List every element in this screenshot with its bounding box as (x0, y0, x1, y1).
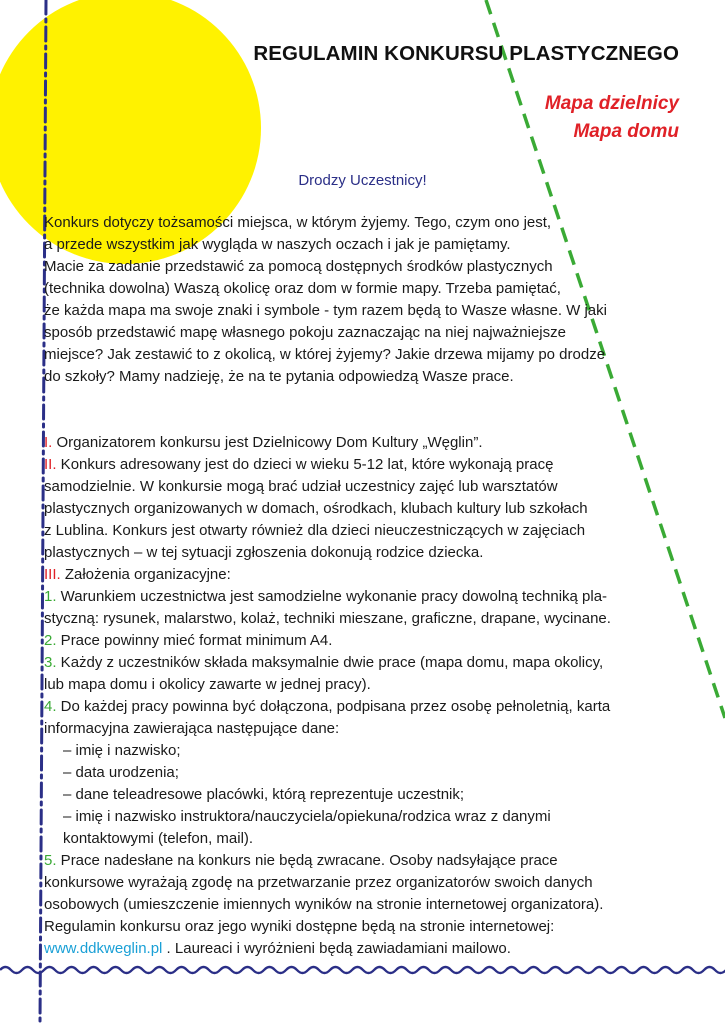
intro-line: (technika dowolna) Waszą okolicę oraz dom w formie mapy. Trzeba pamiętać, (44, 280, 561, 297)
rule-text: Organizatorem konkursu jest Dzielnicowy Dom Kultury „Węglin”. (52, 434, 483, 451)
rule-line: plastycznych – w tej sytuacji zgłoszenia dokonują rodzice dziecka. (44, 544, 484, 561)
subtitle-home-map: Mapa domu (573, 121, 679, 142)
rule-text: Założenia organizacyjne: (60, 566, 231, 583)
data-list-item: – dane teleadresowe placówki, którą reprezentuje uczestnik; (63, 786, 465, 803)
intro-line: Macie za zadanie przedstawić za pomocą dostępnych środków plastycznych (44, 258, 553, 275)
intro-line: a przede wszystkim jak wygląda w naszych oczach i jak je pamiętamy. (44, 236, 511, 253)
rule-line: lub mapa domu i okolicy zawarte w jednej pracy). (44, 676, 371, 693)
intro-line: że każda mapa ma swoje znaki i symbole - tym razem będą to Wasze własne. W jaki (44, 302, 607, 319)
rule-text: Każdy z uczestników składa maksymalnie dwie prace (mapa domu, mapa okolicy, (56, 654, 604, 671)
number-marker: 5. (44, 852, 57, 869)
rule-line: z Lublina. Konkurs jest otwarty również dla dzieci nieuczestniczących w zajęciach (44, 522, 586, 539)
rule-4 (44, 696, 684, 718)
number-marker: 4. (44, 698, 57, 715)
rule-iii (44, 564, 684, 586)
number-marker: 1. (44, 588, 57, 605)
rule-line: osobowych (umieszczenie imiennych wyników na stronie internetowej organizatora). (44, 896, 604, 913)
rule-line: Regulamin konkursu oraz jego wyniki dostępne będą na stronie internetowej: (44, 918, 555, 935)
data-list-item: – data urodzenia; (63, 764, 179, 781)
intro-paragraph (44, 212, 684, 388)
rule-1 (44, 586, 684, 608)
greeting: Drodzy Uczestnicy! (298, 172, 427, 189)
rule-line: styczną: rysunek, malarstwo, kolaż, techniki mieszane, graficzne, drapane, wycinane. (44, 610, 611, 627)
rule-ii (44, 454, 684, 476)
roman-marker: II. (44, 456, 57, 473)
rule-website (44, 938, 684, 960)
page-title: REGULAMIN KONKURSU PLASTYCZNEGO (253, 42, 679, 65)
intro-line: do szkoły? Mamy nadzieję, że na te pytania odpowiedzą Wasze prace. (44, 368, 514, 385)
rule-text: . Laureaci i wyróżnieni będą zawiadamiani mailowo. (162, 940, 511, 957)
rule-text: Prace nadesłane na konkurs nie będą zwracane. Osoby nadsyłające prace (56, 852, 558, 869)
rule-text: Do każdej pracy powinna być dołączona, podpisana przez osobę pełnoletnią, karta (56, 698, 611, 715)
subtitle-district-map: Mapa dzielnicy (544, 93, 679, 114)
data-list-item: – imię i nazwisko instruktora/nauczyciela/opiekuna/rodzica wraz z danymi (63, 808, 551, 825)
rules-section (44, 432, 684, 960)
roman-marker: III. (44, 566, 61, 583)
rule-5 (44, 850, 684, 872)
intro-line: Konkurs dotyczy tożsamości miejsca, w którym żyjemy. Tego, czym ono jest, (44, 214, 552, 231)
rule-line: konkursowe wyrażają zgodę na przetwarzanie przez organizatorów swoich danych (44, 874, 593, 891)
rule-text: Konkurs adresowany jest do dzieci w wieku 5-12 lat, które wykonają pracę (56, 456, 554, 473)
intro-line: sposób przedstawić mapę własnego pokoju zaznaczając na niej najważniejsze (44, 324, 566, 341)
rule-line: samodzielnie. W konkursie mogą brać udział uczestnicy zajęć lub warsztatów (44, 478, 558, 495)
rule-3 (44, 652, 684, 674)
rule-text: Prace powinny mieć format minimum A4. (56, 632, 333, 649)
blue-wavy-line (0, 967, 725, 973)
rule-2 (44, 630, 684, 652)
intro-line: miejsce? Jak zestawić to z okolicą, w której żyjemy? Jakie drzewa mijamy po drodze (44, 346, 606, 363)
number-marker: 2. (44, 632, 57, 649)
data-list-item: – imię i nazwisko; (63, 742, 181, 759)
roman-marker: I. (44, 434, 53, 451)
number-marker: 3. (44, 654, 57, 671)
rule-text: Warunkiem uczestnictwa jest samodzielne wykonanie pracy dowolną techniką pla- (56, 588, 608, 605)
data-list-item: kontaktowymi (telefon, mail). (63, 830, 254, 847)
rule-i (44, 432, 684, 454)
rule-line: plastycznych organizowanych w domach, ośrodkach, klubach kultury lub szkołach (44, 500, 588, 517)
rule-line: informacyjna zawierająca następujące dane: (44, 720, 340, 737)
website-link[interactable]: www.ddkweglin.pl (44, 940, 163, 957)
